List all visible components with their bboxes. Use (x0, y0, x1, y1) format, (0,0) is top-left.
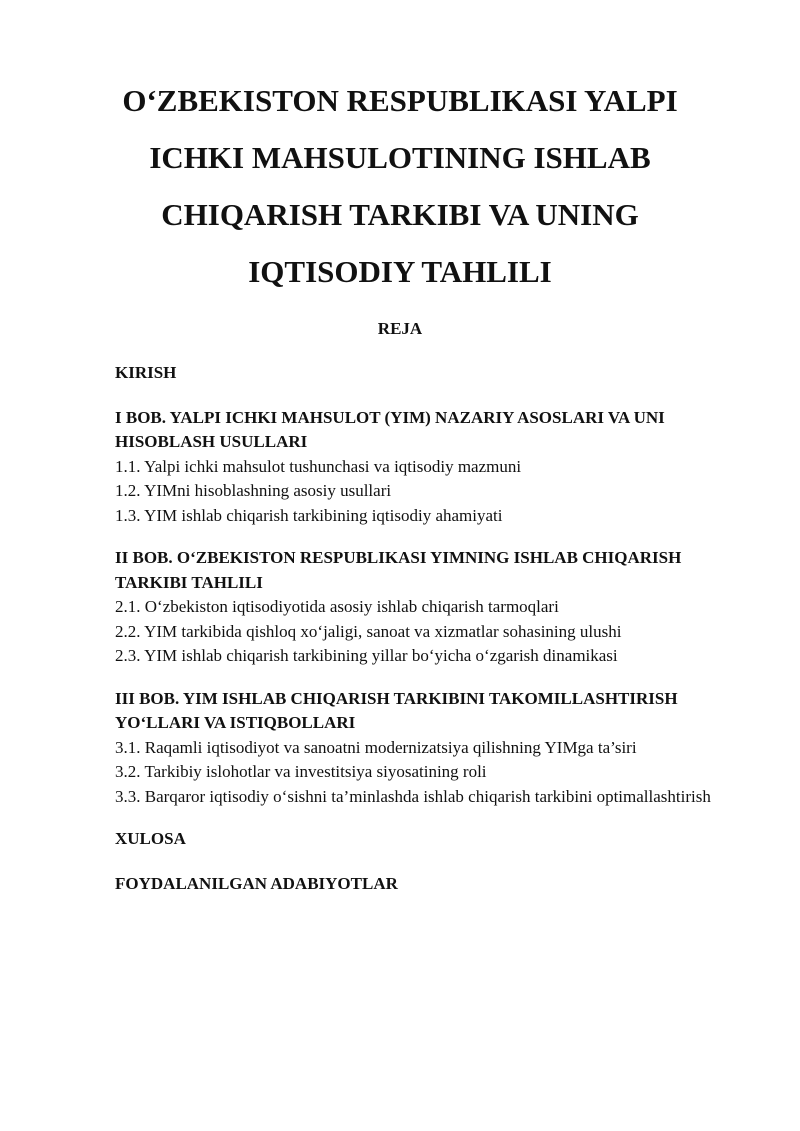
section-list (115, 455, 755, 529)
title-line: O‘ZBEKISTON RESPUBLIKASI YALPI (122, 83, 678, 118)
list-item: 2.2. YIM tarkibida qishloq xo‘jaligi, sanoat va xizmatlar sohasining ulushi (115, 621, 622, 641)
list-item: 3.1. Raqamli iqtisodiyot va sanoatni modernizatsiya qilishning YIMga ta’siri (115, 737, 637, 757)
chapter-title (115, 546, 755, 595)
table-of-contents (115, 361, 755, 896)
chapter-1 (115, 406, 755, 529)
chapter-title-line: II BOB. O‘ZBEKISTON RESPUBLIKASI YIMNING ISHLAB CHIQARISH (115, 548, 682, 567)
list-item: 3.2. Tarkibiy islohotlar va investitsiya siyosatining roli (115, 762, 487, 781)
chapter-title-line: I BOB. YALPI ICHKI MAHSULOT (YIM) NAZARIY ASOSLARI VA UNI (115, 407, 665, 427)
intro-heading: KIRISH (115, 363, 177, 382)
chapter-title-line: TARKIBI TAHLILI (115, 572, 263, 592)
list-item: 3.3. Barqaror iqtisodiy o‘sishni ta’minlashda ishlab chiqarish tarkibini optimallashtirish (115, 786, 711, 806)
list-item: 1.1. Yalpi ichki mahsulot tushunchasi va iqtisodiy mazmuni (115, 456, 522, 476)
title-line: CHIQARISH TARKIBI VA UNING (161, 197, 639, 232)
list-item: 1.2. YIMni hisoblashning asosiy usullari (115, 481, 392, 500)
title-line: IQTISODIY TAHLILI (248, 254, 552, 289)
conclusion-heading: XULOSA (115, 829, 186, 848)
plan-heading: REJA (377, 319, 423, 338)
chapter-title (115, 406, 755, 455)
chapter-2 (115, 546, 755, 669)
list-item: 2.1. O‘zbekiston iqtisodiyotida asosiy ishlab chiqarish tarmoqlari (115, 597, 559, 616)
chapter-3 (115, 687, 755, 810)
list-item: 2.3. YIM ishlab chiqarish tarkibining yillar bo‘yicha o‘zgarish dinamikasi (115, 646, 618, 665)
title-line: ICHKI MAHSULOTINING ISHLAB (149, 140, 651, 175)
section-list (115, 736, 755, 810)
section-list (115, 595, 755, 669)
references-heading: FOYDALANILGAN ADABIYOTLAR (115, 873, 398, 893)
chapter-title (115, 687, 755, 736)
chapter-title-line: HISOBLASH USULLARI (115, 432, 308, 451)
document-title (100, 72, 700, 300)
list-item: 1.3. YIM ishlab chiqarish tarkibining iqtisodiy ahamiyati (115, 505, 503, 525)
chapter-title-line: YO‘LLARI VA ISTIQBOLLARI (115, 713, 356, 732)
chapter-title-line: III BOB. YIM ISHLAB CHIQARISH TARKIBINI TAKOMILLASHTIRISH (115, 688, 678, 708)
